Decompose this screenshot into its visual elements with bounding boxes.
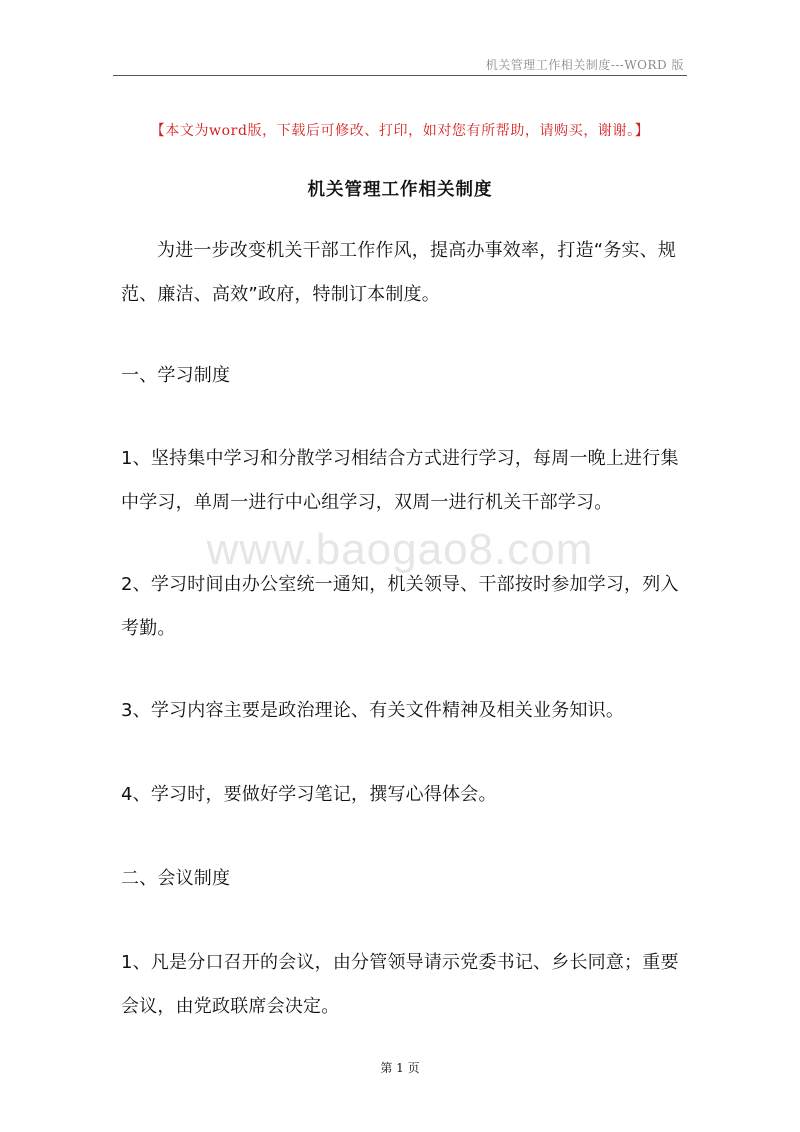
section1-item-1: 1、坚持集中学习和分散学习相结合方式进行学习，每周一晚上进行集中学习，单周一进行中心组学习，双周一进行机关干部学习。 [121,448,679,513]
section1-item-4: 4、学习时，要做好学习笔记，撰写心得体会。 [121,784,497,805]
section2-heading: 二、会议制度 [121,868,231,889]
watermark: www.baogao8.com [206,525,594,574]
section1-item-2: 2、学习时间由办公室统一通知，机关领导、干部按时参加学习，列入考勤。 [121,574,679,639]
page-number: 第 1 页 [380,1061,420,1075]
header-running-title: 机关管理工作相关制度---WORD 版 [485,58,684,72]
section2-item-1: 1、凡是分口召开的会议，由分管领导请示党委书记、乡长同意；重要会议，由党政联席会决定。 [121,952,679,1017]
header-rule [113,75,687,76]
section1-heading: 一、学习制度 [121,365,231,386]
purchase-notice: 【本文为word版，下载后可修改、打印，如对您有所帮助，请购买，谢谢。】 [150,123,650,139]
intro-paragraph: 为进一步改变机关干部工作作风，提高办事效率，打造“务实、规范、廉洁、高效”政府，特制订本制度。 [121,240,677,305]
section1-item-3: 3、学习内容主要是政治理论、有关文件精神及相关业务知识。 [121,700,625,721]
document-title: 机关管理工作相关制度 [307,180,493,200]
